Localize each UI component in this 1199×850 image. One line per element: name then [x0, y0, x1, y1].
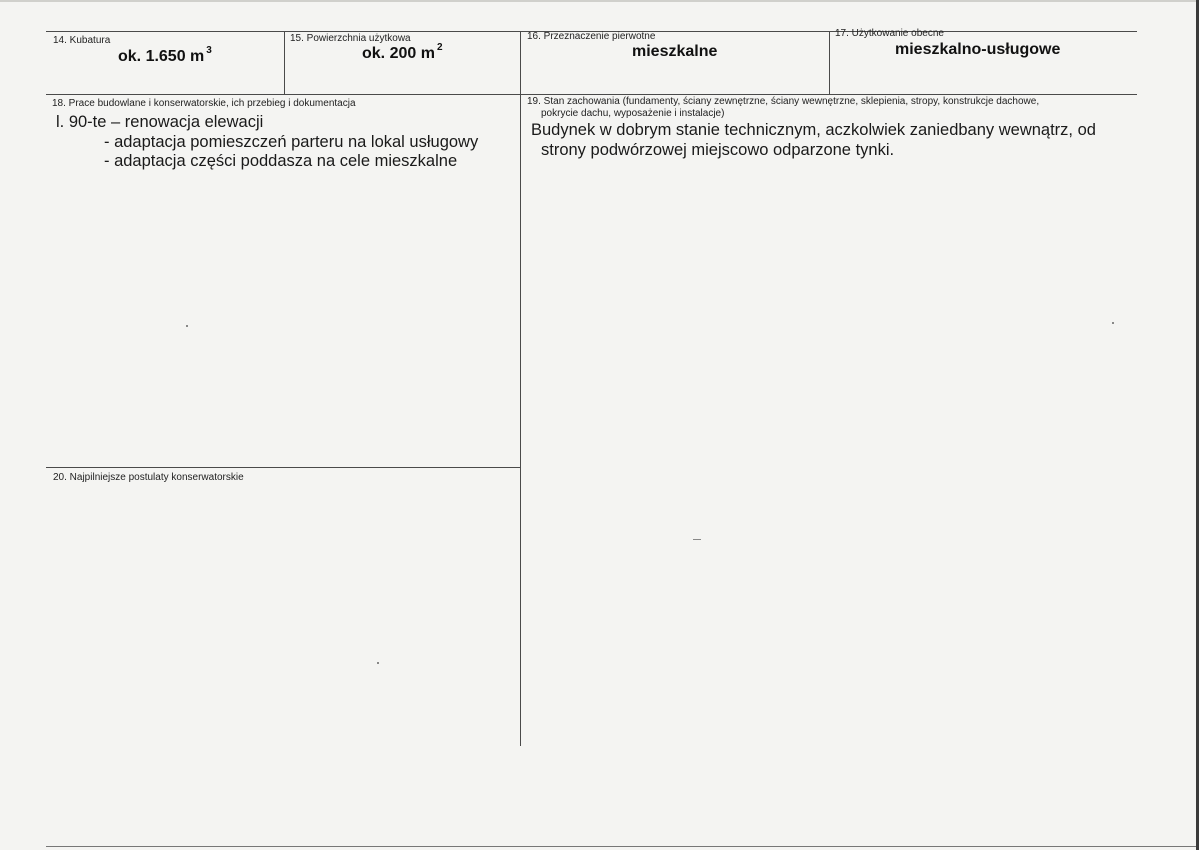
row1-bottom-border: [46, 94, 1137, 95]
field-14-label: 14. Kubatura: [53, 35, 111, 46]
field-18-line-2: - adaptacja pomieszczeń parteru na lokal usługowy: [104, 133, 479, 151]
bottom-border: [46, 846, 1196, 847]
row1-divider-3: [829, 31, 830, 94]
field-19-label-line-1: 19. Stan zachowania (fundamenty, ściany zewnętrzne, ściany wewnętrzne, sklepienia, stropy, konstrukcje dachowe,: [527, 96, 1040, 107]
section20-top-border: [46, 467, 520, 468]
field-20-label: 20. Najpilniejsze postulaty konserwatorskie: [53, 472, 244, 483]
field-15-label: 15. Powierzchnia użytkowa: [290, 33, 411, 44]
field-17-label: 17. Użytkowanie obecne: [835, 28, 944, 39]
field-14-value: ok. 1.650 m $^3$: [118, 45, 212, 65]
field-19-line-1: Budynek w dobrym stanie technicznym, aczkolwiek zaniedbany wewnątrz, od: [531, 121, 1096, 139]
scan-speck: [377, 662, 379, 664]
scan-speck: [186, 325, 188, 327]
scan-speck: [693, 539, 701, 540]
field-19-label-line-2: pokrycie dachu, wyposażenie i instalacje): [541, 108, 725, 119]
field-18-label: 18. Prace budowlane i konserwatorskie, ich przebieg i dokumentacja: [52, 98, 356, 109]
field-15-value: ok. 200 m $^2$: [362, 42, 443, 62]
field-17-value: mieszkalno-usługowe: [895, 41, 1061, 58]
field-18-line-3: - adaptacja części poddasza na cele mieszkalne: [104, 152, 458, 170]
field-16-value: mieszkalne: [632, 43, 718, 60]
field-19-line-2: strony podwórzowej miejscowo odparzone tynki.: [541, 141, 895, 159]
field-16-label: 16. Przeznaczenie pierwotne: [527, 31, 656, 42]
scan-speck: [1112, 322, 1114, 324]
field-18-line-1: l. 90-te – renowacja elewacji: [56, 113, 264, 131]
row1-divider-1: [284, 31, 285, 94]
scan-edge-top: [0, 0, 1199, 2]
main-vertical-divider: [520, 31, 521, 746]
